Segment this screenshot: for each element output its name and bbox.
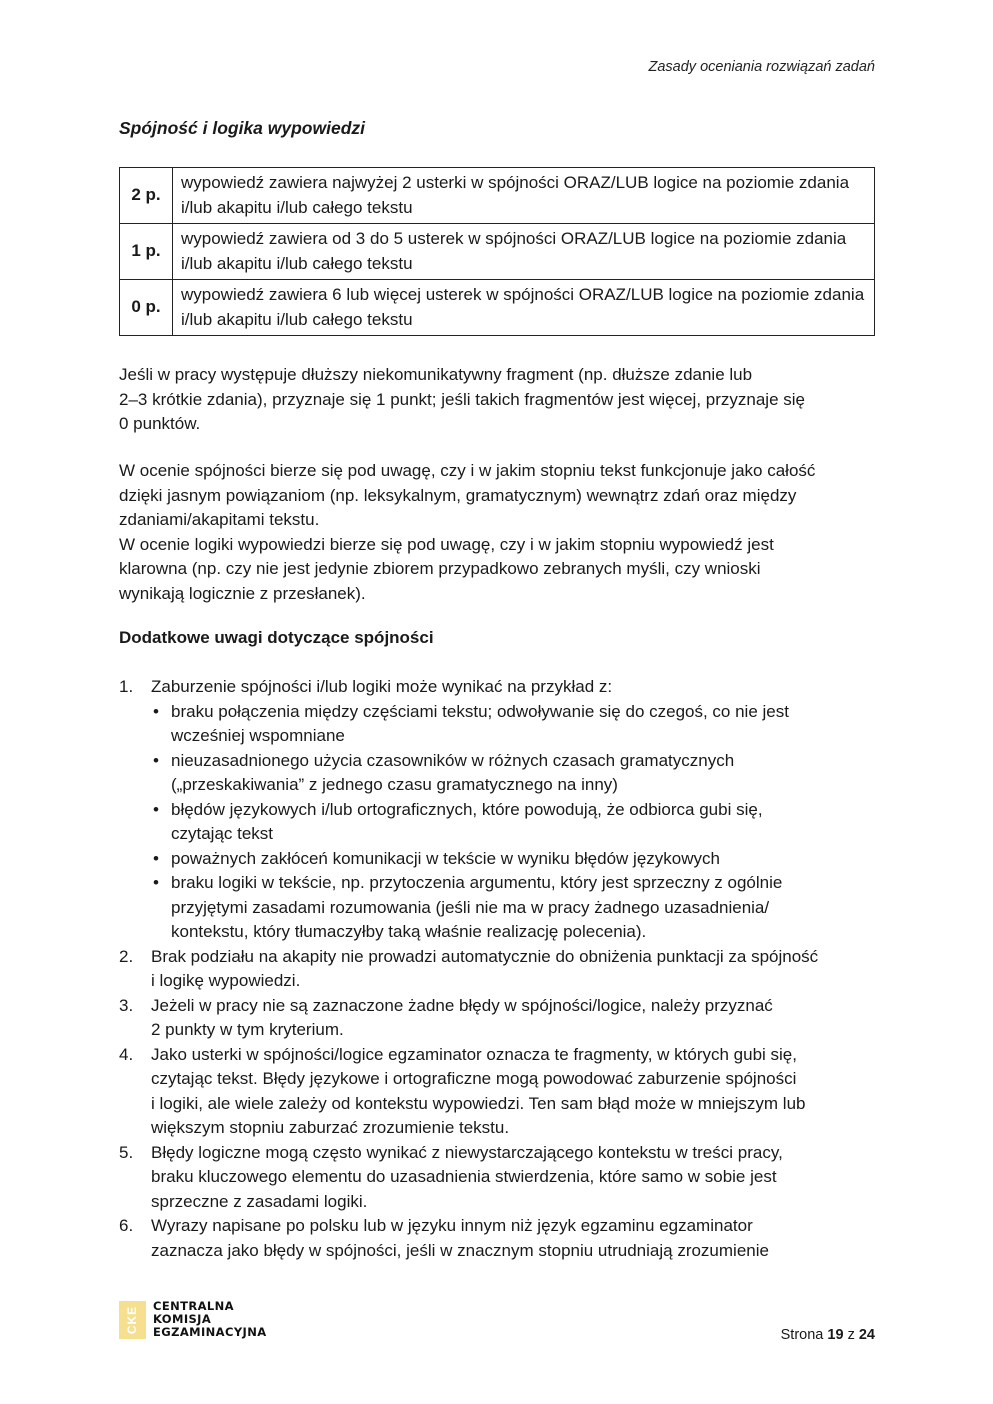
text-line: Zaburzenie spójności i/lub logiki może wynikać na przykład z: — [151, 677, 613, 696]
cke-logo — [119, 1300, 267, 1339]
text-line: braku połączenia między częściami tekstu; odwoływanie się do czegoś, co nie jest — [171, 701, 789, 721]
page-separator: z — [847, 1327, 855, 1343]
bullet-icon: • — [153, 848, 159, 868]
text-line: poważnych zakłóceń komunikacji w tekście w wyniku błędów językowych — [171, 848, 720, 868]
page-total: 24 — [858, 1327, 875, 1343]
bullet-icon: • — [153, 701, 159, 721]
rubric-points: 0 p. — [120, 280, 173, 336]
logo-mark-text: CKE — [125, 1305, 140, 1334]
paragraph-cohesion-logic — [119, 459, 879, 606]
list-item — [119, 994, 879, 1043]
rubric-row — [120, 280, 875, 336]
text-line: wynikają logicznie z przesłanek). — [119, 583, 366, 603]
logo-line: EGZAMINACYJNA — [153, 1325, 267, 1339]
item-number: 1. — [119, 677, 134, 696]
page-current: 19 — [827, 1327, 844, 1343]
item-number: 4. — [119, 1044, 134, 1064]
text-line: czytając tekst — [171, 824, 274, 843]
rubric-table — [119, 167, 875, 336]
text-line: czytając tekst. Błędy językowe i ortograficzne mogą powodować zaburzenie spójności — [151, 1069, 797, 1088]
list-item — [119, 1043, 879, 1141]
subheading: Dodatkowe uwagi dotyczące spójności — [119, 628, 434, 647]
text-line: i logiki, ale wiele zależy od kontekstu wypowiedzi. Ten sam błąd może w mniejszym lub — [151, 1093, 806, 1113]
list-item — [119, 945, 879, 994]
logo-line: KOMISJA — [153, 1312, 212, 1326]
text-line: Jeśli w pracy występuje dłuższy niekomunikatywny fragment (np. dłuższe zdanie lub — [119, 365, 753, 384]
bullet-icon: • — [153, 799, 159, 819]
bullet-item — [151, 749, 879, 798]
text-line: przyjętymi zasadami rozumowania (jeśli nie ma w pracy żadnego uzasadnienia/ — [171, 897, 770, 917]
text-line: zdaniami/akapitami tekstu. — [119, 510, 320, 529]
logo-line: CENTRALNA — [153, 1299, 234, 1313]
rubric-points: 1 p. — [120, 224, 173, 280]
text-line: większym stopniu zaburzać zrozumienie tekstu. — [151, 1118, 510, 1137]
logo-wordmark — [153, 1300, 267, 1339]
text-line: sprzeczne z zasadami logiki. — [151, 1191, 368, 1211]
text-line: klarowna (np. czy nie jest jedynie zbiorem przypadkowo zebranych myśli, czy wnioski — [119, 559, 761, 578]
text-line: Wyrazy napisane po polsku lub w języku innym niż język egzaminu egzaminator — [151, 1216, 753, 1235]
bullet-icon: • — [153, 873, 159, 892]
notes-list — [119, 675, 879, 1263]
bullet-icon: • — [153, 750, 159, 770]
item-number: 2. — [119, 946, 134, 966]
text-line: i logikę wypowiedzi. — [151, 971, 301, 990]
item-number: 3. — [119, 995, 134, 1015]
text-line: Jako usterki w spójności/logice egzaminator oznacza te fragmenty, w których gubi się, — [151, 1044, 797, 1064]
bullet-item — [151, 847, 879, 872]
rubric-row — [120, 224, 875, 280]
rubric-description: wypowiedź zawiera od 3 do 5 usterek w spójności ORAZ/LUB logice na poziomie zdania i/lub akapitu i/lub całego tekstu — [173, 224, 875, 280]
list-item — [119, 1141, 879, 1215]
item-number: 5. — [119, 1142, 134, 1162]
text-line: nieuzasadnionego użycia czasowników w różnych czasach gramatycznych — [171, 750, 735, 770]
rubric-description: wypowiedź zawiera 6 lub więcej usterek w spójności ORAZ/LUB logice na poziomie zdania i/lub akapitu i/lub całego tekstu — [173, 280, 875, 336]
text-line: błędów językowych i/lub ortograficznych, które powodują, że odbiorca gubi się, — [171, 799, 763, 819]
bullet-item — [151, 871, 879, 945]
rubric-description: wypowiedź zawiera najwyżej 2 usterki w spójności ORAZ/LUB logice na poziomie zdania i/lub akapitu i/lub całego tekstu — [173, 168, 875, 224]
bullet-item — [151, 798, 879, 847]
text-line: W ocenie spójności bierze się pod uwagę, czy i w jakim stopniu tekst funkcjonuje jako całość — [119, 461, 816, 480]
bullet-list — [151, 700, 879, 945]
list-item — [119, 1214, 879, 1263]
text-line: 2–3 krótkie zdania), przyznaje się 1 punkt; jeśli takich fragmentów jest więcej, przyznaje się — [119, 389, 805, 409]
text-line: kontekstu, który tłumaczyłby taką właśnie realizację polecenia). — [171, 922, 647, 941]
section-title: Spójność i logika wypowiedzi — [119, 118, 366, 138]
text-line: wcześniej wspomniane — [171, 726, 345, 745]
item-number: 6. — [119, 1216, 134, 1235]
text-line: Jeżeli w pracy nie są zaznaczone żadne błędy w spójności/logice, należy przyznać — [151, 995, 773, 1015]
cke-logo-mark-icon — [119, 1301, 146, 1339]
text-line: W ocenie logiki wypowiedzi bierze się pod uwagę, czy i w jakim stopniu wypowiedź jest — [119, 534, 774, 554]
text-line: 2 punkty w tym kryterium. — [151, 1020, 344, 1039]
rubric-points: 2 p. — [120, 168, 173, 224]
text-line: („przeskakiwania” z jednego czasu gramatycznego na inny) — [171, 775, 618, 794]
text-line: braku logiki w tekście, np. przytoczenia argumentu, który jest sprzeczny z ogólnie — [171, 873, 783, 892]
text-line: braku kluczowego elementu do uzasadnienia stwierdzenia, które samo w sobie jest — [151, 1167, 777, 1186]
text-line: 0 punktów. — [119, 414, 201, 433]
bullet-item — [151, 700, 879, 749]
text-line: Błędy logiczne mogą często wynikać z niewystarczającego kontekstu w treści pracy, — [151, 1142, 783, 1162]
text-line: zaznacza jako błędy w spójności, jeśli w znacznym stopniu utrudniają zrozumienie — [151, 1240, 769, 1260]
page-number — [781, 1327, 875, 1343]
list-item — [119, 675, 879, 945]
page-prefix: Strona — [780, 1327, 824, 1343]
paragraph-fragments — [119, 363, 879, 437]
running-header: Zasady oceniania rozwiązań zadań — [648, 59, 875, 75]
text-line: dzięki jasnym powiązaniom (np. leksykalnym, gramatycznym) wewnątrz zdań oraz między — [119, 485, 797, 505]
rubric-row — [120, 168, 875, 224]
text-line: Brak podziału na akapity nie prowadzi automatycznie do obniżenia punktacji za spójność — [151, 946, 819, 966]
